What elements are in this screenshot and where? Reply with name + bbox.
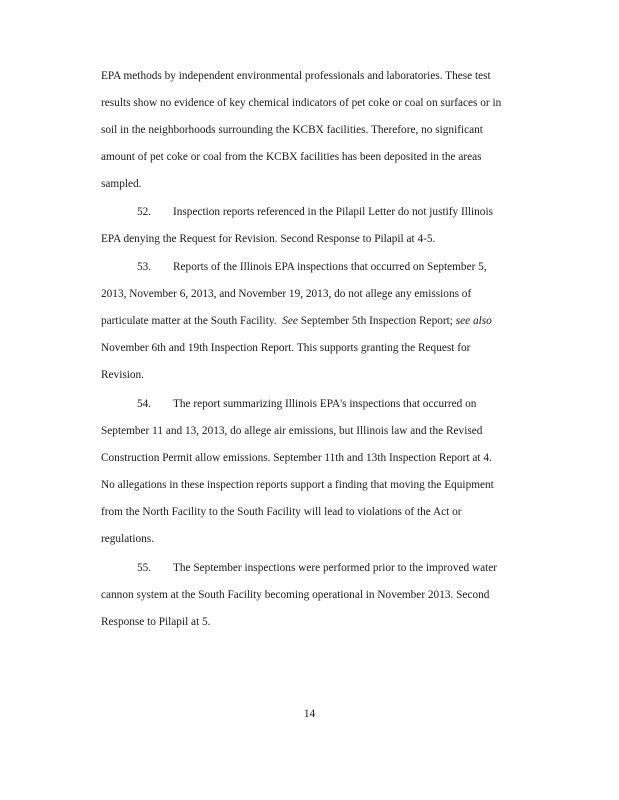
text-line: The September inspections were performed prior to the improved water	[173, 562, 498, 574]
text-line	[101, 314, 492, 328]
text-line: EPA methods by independent environmental professionals and laboratories. These test	[101, 70, 491, 82]
text-line: Response to Pilapil at 5.	[101, 616, 211, 628]
text-line: amount of pet coke or coal from the KCBX facilities has been deposited in the areas	[101, 151, 482, 163]
text-line: sampled.	[101, 178, 142, 190]
text-line: soil in the neighborhoods surrounding the KCBX facilities. Therefore, no significant	[101, 124, 483, 136]
text-line: results show no evidence of key chemical indicators of pet coke or coal on surfaces or in	[101, 97, 502, 109]
text-segment: particulate matter at the South Facility.	[101, 315, 277, 327]
text-line: September 11 and 13, 2013, do allege air emissions, but Illinois law and the Revised	[101, 425, 483, 437]
text-line: Construction Permit allow emissions. September 11th and 13th Inspection Report at 4.	[101, 452, 492, 464]
page-number: 14	[303, 708, 316, 720]
text-line: 2013, November 6, 2013, and November 19, 2013, do not allege any emissions of	[101, 288, 472, 300]
paragraph-number: 54.	[137, 398, 152, 410]
citation-signal: see also	[455, 315, 492, 327]
text-line: Reports of the Illinois EPA inspections that occurred on September 5,	[173, 261, 487, 273]
text-line: Inspection reports referenced in the Pilapil Letter do not justify Illinois	[173, 206, 493, 218]
text-line: cannon system at the South Facility becoming operational in November 2013. Second	[101, 589, 490, 601]
text-line: regulations.	[101, 533, 155, 545]
paragraph-number: 52.	[137, 206, 152, 218]
text-line: No allegations in these inspection reports support a finding that moving the Equipment	[101, 479, 494, 491]
paragraph-number: 55.	[137, 562, 152, 574]
paragraph-number: 53.	[137, 261, 152, 273]
text-line: from the North Facility to the South Facility will lead to violations of the Act or	[101, 506, 462, 518]
text-line: EPA denying the Request for Revision. Second Response to Pilapil at 4-5.	[101, 233, 436, 245]
text-line: Revision.	[101, 369, 144, 381]
citation-text: September 5th Inspection Report;	[300, 315, 453, 327]
text-line: November 6th and 19th Inspection Report. This supports granting the Request for	[101, 342, 471, 354]
citation-signal: See	[282, 315, 298, 327]
text-line: The report summarizing Illinois EPA's inspections that occurred on	[173, 398, 477, 410]
